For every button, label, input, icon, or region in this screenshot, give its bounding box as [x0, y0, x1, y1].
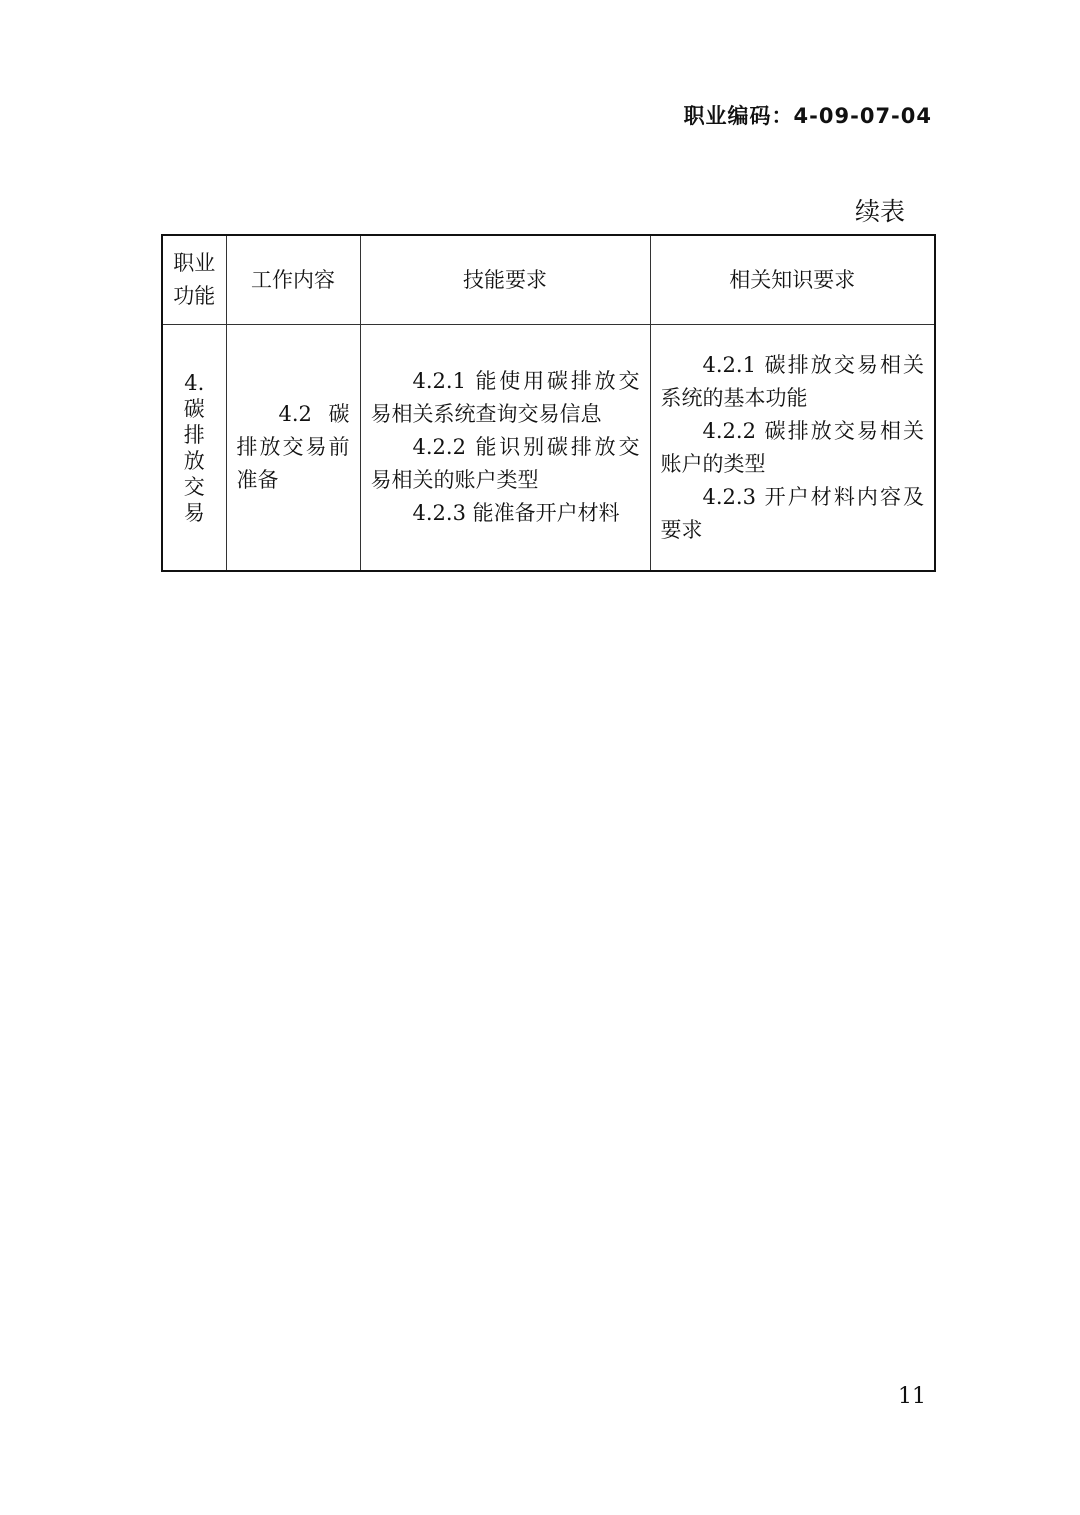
skill-item: 4.2.2 能识别碳排放交易相关的账户类型 — [370, 435, 640, 492]
function-cell — [162, 325, 226, 572]
page-number: 11 — [898, 1384, 926, 1409]
table-header-row — [162, 235, 935, 325]
competency-table — [161, 234, 936, 572]
skill-item: 4.2.1 能使用碳排放交易相关系统查询交易信息 — [370, 369, 640, 426]
knowledge-item: 4.2.1 碳排放交易相关系统的基本功能 — [660, 352, 924, 410]
function-name: 碳排放交易 — [183, 396, 205, 525]
skill-item: 4.2.3 能准备开户材料 — [412, 501, 620, 525]
skills-cell — [360, 325, 650, 572]
knowledge-cell — [650, 325, 935, 572]
header-function: 职业功能 — [162, 235, 226, 325]
table-row — [162, 325, 935, 572]
knowledge-item: 4.2.3 开户材料内容及要求 — [660, 484, 924, 542]
knowledge-item: 4.2.2 碳排放交易相关账户的类型 — [660, 418, 924, 476]
function-number: 4. — [184, 370, 205, 395]
table-caption: 续表 — [855, 197, 906, 226]
work-content-cell — [226, 325, 360, 572]
header-knowledge: 相关知识要求 — [650, 235, 935, 325]
work-content-text: 4.2 碳排放交易前准备 — [236, 402, 350, 492]
header-work-content: 工作内容 — [226, 235, 360, 325]
header-skills: 技能要求 — [360, 235, 650, 325]
occupation-code: 职业编码：4-09-07-04 — [683, 104, 932, 128]
